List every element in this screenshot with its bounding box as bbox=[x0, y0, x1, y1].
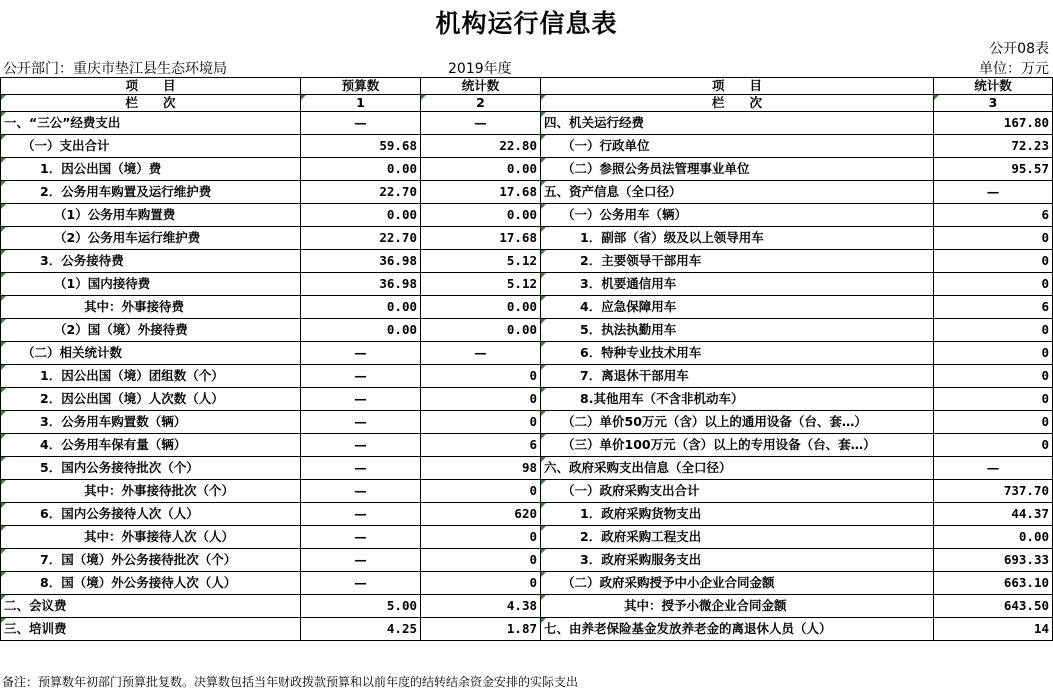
right-item: 2．主要领导干部用车 bbox=[541, 250, 934, 273]
budget-value: — bbox=[301, 526, 421, 549]
header-item-left: 项 目 bbox=[1, 78, 301, 95]
stat-value-left: 0 bbox=[421, 388, 541, 411]
table-row bbox=[1, 181, 1053, 204]
budget-value: — bbox=[301, 342, 421, 365]
stat-value-right: 0 bbox=[934, 227, 1053, 250]
left-item: 其中：外事接待费 bbox=[1, 296, 301, 319]
budget-value: 59.68 bbox=[301, 135, 421, 158]
column-number-row bbox=[1, 95, 1053, 112]
budget-value: — bbox=[301, 549, 421, 572]
right-item: 六、政府采购支出信息（全口径） bbox=[541, 457, 934, 480]
right-item: （一）公务用车（辆） bbox=[541, 204, 934, 227]
left-item: 一、“三公”经费支出 bbox=[1, 112, 301, 135]
stat-value-right: 44.37 bbox=[934, 503, 1053, 526]
stat-value-right: 693.33 bbox=[934, 549, 1053, 572]
left-item: 2．公务用车购置及运行维护费 bbox=[1, 181, 301, 204]
stat-value-right: 6 bbox=[934, 296, 1053, 319]
left-item: 三、培训费 bbox=[1, 618, 301, 641]
table-title: 机构运行信息表 bbox=[435, 9, 618, 38]
right-item: （二）单价50万元（含）以上的通用设备（台、套…） bbox=[541, 411, 934, 434]
footnote: 备注：预算数年初部门预算批复数。决算数包括当年财政拨款预算和以前年度的结转结余资金安排的实际支出 bbox=[2, 675, 579, 689]
header-row bbox=[1, 78, 1053, 95]
left-item: 6．国内公务接待人次（人） bbox=[1, 503, 301, 526]
left-item: 其中：外事接待批次（个） bbox=[1, 480, 301, 503]
stat-value-right: 663.10 bbox=[934, 572, 1053, 595]
stat-value-right: 0 bbox=[934, 411, 1053, 434]
form-number: 公开08表 bbox=[989, 41, 1049, 57]
left-item: 4．公务用车保有量（辆） bbox=[1, 434, 301, 457]
left-item: （一）支出合计 bbox=[1, 135, 301, 158]
stat-value-right: — bbox=[934, 181, 1053, 204]
table-row bbox=[1, 526, 1053, 549]
stat-value-left: — bbox=[421, 342, 541, 365]
stat-value-right: 0 bbox=[934, 342, 1053, 365]
table-row bbox=[1, 457, 1053, 480]
budget-value: — bbox=[301, 457, 421, 480]
stat-value-right: 0 bbox=[934, 250, 1053, 273]
budget-value: 0.00 bbox=[301, 204, 421, 227]
stat-value-left: 5.12 bbox=[421, 250, 541, 273]
left-item: 3．公务接待费 bbox=[1, 250, 301, 273]
stat-value-right: 0.00 bbox=[934, 526, 1053, 549]
stat-value-left: 0.00 bbox=[421, 319, 541, 342]
left-item: 1．因公出国（境）费 bbox=[1, 158, 301, 181]
left-item: 5．国内公务接待批次（个） bbox=[1, 457, 301, 480]
stat-value-left: 98 bbox=[421, 457, 541, 480]
table-row bbox=[1, 342, 1053, 365]
table-row bbox=[1, 319, 1053, 342]
right-item: 1．政府采购货物支出 bbox=[541, 503, 934, 526]
info-table bbox=[0, 77, 1053, 641]
stat-value-left: 0 bbox=[421, 411, 541, 434]
table-row bbox=[1, 250, 1053, 273]
stat-value-left: 6 bbox=[421, 434, 541, 457]
header-budget: 预算数 bbox=[301, 78, 421, 95]
right-item: 3．政府采购服务支出 bbox=[541, 549, 934, 572]
budget-value: — bbox=[301, 365, 421, 388]
table-row bbox=[1, 204, 1053, 227]
right-item: （三）单价100万元（含）以上的专用设备（台、套…） bbox=[541, 434, 934, 457]
stat-value-left: 1.87 bbox=[421, 618, 541, 641]
budget-value: — bbox=[301, 480, 421, 503]
table-row bbox=[1, 618, 1053, 641]
stat-value-left: 0.00 bbox=[421, 158, 541, 181]
budget-value: — bbox=[301, 388, 421, 411]
stat-value-right: 72.23 bbox=[934, 135, 1053, 158]
left-item: 其中：外事接待人次（人） bbox=[1, 526, 301, 549]
right-item: 5．执法执勤用车 bbox=[541, 319, 934, 342]
right-item: 四、机关运行经费 bbox=[541, 112, 934, 135]
left-item: （2）公务用车运行维护费 bbox=[1, 227, 301, 250]
stat-value-left: 0.00 bbox=[421, 204, 541, 227]
right-item: （一）政府采购支出合计 bbox=[541, 480, 934, 503]
budget-value: — bbox=[301, 572, 421, 595]
budget-value: 0.00 bbox=[301, 319, 421, 342]
right-item: 其中：授予小微企业合同金额 bbox=[541, 595, 934, 618]
left-item: 2．因公出国（境）人次数（人） bbox=[1, 388, 301, 411]
table-row bbox=[1, 434, 1053, 457]
right-item: 七、由养老保险基金发放养老金的离退休人员（人） bbox=[541, 618, 934, 641]
stat-value-left: 17.68 bbox=[421, 181, 541, 204]
left-item: 8．国（境）外公务接待人次（人） bbox=[1, 572, 301, 595]
stat-value-left: 0 bbox=[421, 365, 541, 388]
budget-value: 5.00 bbox=[301, 595, 421, 618]
right-item: 4．应急保障用车 bbox=[541, 296, 934, 319]
budget-value: — bbox=[301, 503, 421, 526]
left-item: 1．因公出国（境）团组数（个） bbox=[1, 365, 301, 388]
stat-value-right: 167.80 bbox=[934, 112, 1053, 135]
table-row bbox=[1, 480, 1053, 503]
stat-value-right: 6 bbox=[934, 204, 1053, 227]
right-item: 3．机要通信用车 bbox=[541, 273, 934, 296]
stat-value-right: 0 bbox=[934, 388, 1053, 411]
stat-value-right: 737.70 bbox=[934, 480, 1053, 503]
left-item: 3．公务用车购置数（辆） bbox=[1, 411, 301, 434]
stat-value-right: 95.57 bbox=[934, 158, 1053, 181]
col-label-right: 栏 次 bbox=[541, 95, 934, 112]
stat-value-left: 0 bbox=[421, 480, 541, 503]
col-no-2: 2 bbox=[421, 95, 541, 112]
right-item: （二）政府采购授予中小企业合同金额 bbox=[541, 572, 934, 595]
table-row bbox=[1, 388, 1053, 411]
year-label: 2019年度 bbox=[448, 61, 512, 77]
stat-value-left: 620 bbox=[421, 503, 541, 526]
stat-value-left: 17.68 bbox=[421, 227, 541, 250]
left-item: 7．国（境）外公务接待批次（个） bbox=[1, 549, 301, 572]
table-row bbox=[1, 273, 1053, 296]
left-item: （1）国内接待费 bbox=[1, 273, 301, 296]
budget-value: 36.98 bbox=[301, 250, 421, 273]
budget-value: 22.70 bbox=[301, 227, 421, 250]
right-item: 2．政府采购工程支出 bbox=[541, 526, 934, 549]
stat-value-right: — bbox=[934, 457, 1053, 480]
right-item: 6．特种专业技术用车 bbox=[541, 342, 934, 365]
stat-value-right: 14 bbox=[934, 618, 1053, 641]
stat-value-right: 0 bbox=[934, 273, 1053, 296]
table-row bbox=[1, 503, 1053, 526]
stat-value-left: — bbox=[421, 112, 541, 135]
right-item: 1．副部（省）级及以上领导用车 bbox=[541, 227, 934, 250]
budget-value: 4.25 bbox=[301, 618, 421, 641]
right-item: 7．离退休干部用车 bbox=[541, 365, 934, 388]
budget-value: — bbox=[301, 434, 421, 457]
table-row bbox=[1, 227, 1053, 250]
stat-value-right: 0 bbox=[934, 319, 1053, 342]
table-row bbox=[1, 135, 1053, 158]
table-row bbox=[1, 411, 1053, 434]
stat-value-right: 0 bbox=[934, 365, 1053, 388]
header-stat-right: 统计数 bbox=[934, 78, 1053, 95]
stat-value-left: 0 bbox=[421, 549, 541, 572]
left-item: 二、会议费 bbox=[1, 595, 301, 618]
stat-value-left: 0 bbox=[421, 526, 541, 549]
left-item: （2）国（境）外接待费 bbox=[1, 319, 301, 342]
budget-value: — bbox=[301, 411, 421, 434]
table-row bbox=[1, 572, 1053, 595]
stat-value-left: 5.12 bbox=[421, 273, 541, 296]
stat-value-left: 4.38 bbox=[421, 595, 541, 618]
header-stat-left: 统计数 bbox=[421, 78, 541, 95]
department-label: 公开部门：重庆市垫江县生态环境局 bbox=[3, 61, 227, 77]
right-item: （一）行政单位 bbox=[541, 135, 934, 158]
stat-value-right: 0 bbox=[934, 434, 1053, 457]
budget-value: — bbox=[301, 112, 421, 135]
budget-value: 36.98 bbox=[301, 273, 421, 296]
budget-value: 0.00 bbox=[301, 158, 421, 181]
unit-label: 单位：万元 bbox=[979, 61, 1049, 77]
col-no-3: 3 bbox=[934, 95, 1053, 112]
stat-value-right: 643.50 bbox=[934, 595, 1053, 618]
left-item: （二）相关统计数 bbox=[1, 342, 301, 365]
right-item: （二）参照公务员法管理事业单位 bbox=[541, 158, 934, 181]
col-label-left: 栏 次 bbox=[1, 95, 301, 112]
table-row bbox=[1, 112, 1053, 135]
table-row bbox=[1, 158, 1053, 181]
meta-row bbox=[0, 58, 1053, 76]
stat-value-left: 0.00 bbox=[421, 296, 541, 319]
table-row bbox=[1, 296, 1053, 319]
table-row bbox=[1, 549, 1053, 572]
budget-value: 22.70 bbox=[301, 181, 421, 204]
col-no-1: 1 bbox=[301, 95, 421, 112]
stat-value-left: 0 bbox=[421, 572, 541, 595]
left-item: （1）公务用车购置费 bbox=[1, 204, 301, 227]
stat-value-left: 22.80 bbox=[421, 135, 541, 158]
budget-value: 0.00 bbox=[301, 296, 421, 319]
right-item: 8.其他用车（不含非机动车） bbox=[541, 388, 934, 411]
right-item: 五、资产信息（全口径） bbox=[541, 181, 934, 204]
table-row bbox=[1, 365, 1053, 388]
header-item-right: 项 目 bbox=[541, 78, 934, 95]
table-row bbox=[1, 595, 1053, 618]
